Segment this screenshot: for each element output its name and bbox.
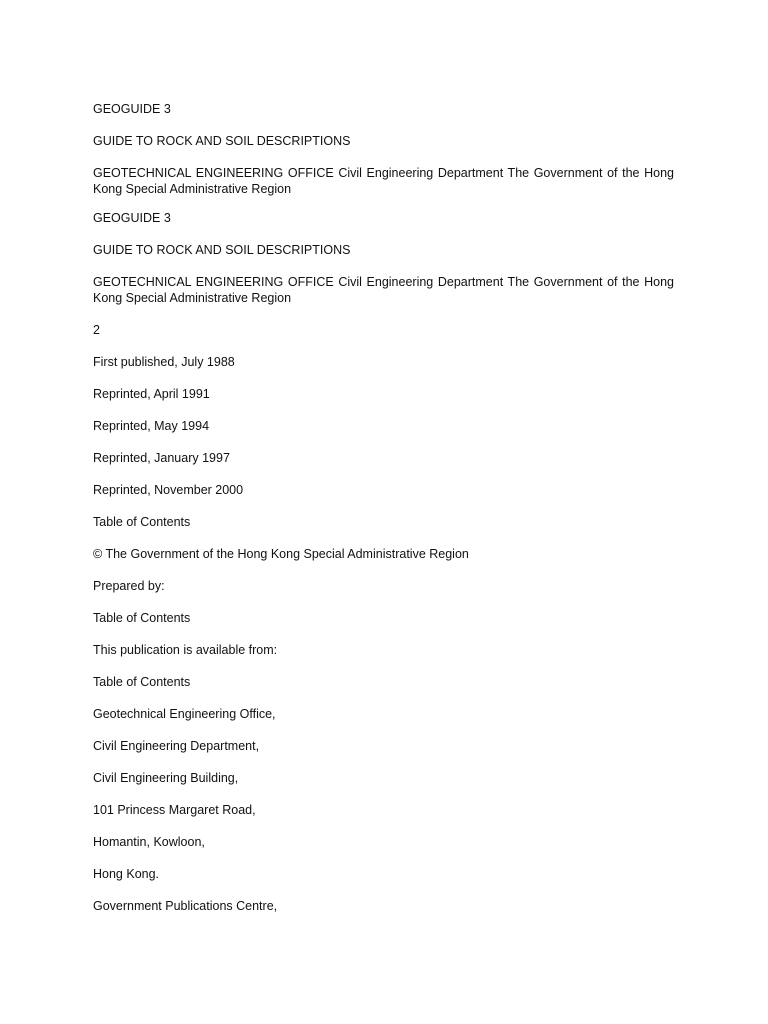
prepared-by-label: Prepared by:	[93, 579, 165, 593]
reprint-line: Reprinted, January 1997	[93, 451, 230, 465]
doc-title: GEOGUIDE 3	[93, 102, 171, 116]
address-line: Hong Kong.	[93, 867, 160, 881]
reprint-line: Reprinted, November 2000	[93, 483, 244, 497]
address-line: Civil Engineering Building,	[93, 771, 239, 785]
doc-subtitle-repeat: GUIDE TO ROCK AND SOIL DESCRIPTIONS	[93, 243, 351, 257]
doc-publisher-repeat: GEOTECHNICAL ENGINEERING OFFICE Civil Engineering Department The Government of the Hong Kong Special Administrative Region	[93, 275, 674, 305]
doc-title-repeat: GEOGUIDE 3	[93, 211, 171, 225]
reprint-line: Reprinted, April 1991	[93, 387, 210, 401]
table-of-contents-label: Table of Contents	[93, 515, 191, 529]
doc-publisher: GEOTECHNICAL ENGINEERING OFFICE Civil Engineering Department The Government of the Hong Kong Special Administrative Region	[93, 166, 674, 196]
address-line: Geotechnical Engineering Office,	[93, 707, 276, 721]
reprint-line: Reprinted, May 1994	[93, 419, 210, 433]
document-page	[93, 101, 674, 914]
address-line: Civil Engineering Department,	[93, 739, 260, 753]
table-of-contents-label: Table of Contents	[93, 611, 191, 625]
copyright-notice: © The Government of the Hong Kong Special Administrative Region	[93, 547, 469, 561]
table-of-contents-label: Table of Contents	[93, 675, 191, 689]
address-line: 101 Princess Margaret Road,	[93, 803, 256, 817]
doc-subtitle: GUIDE TO ROCK AND SOIL DESCRIPTIONS	[93, 134, 351, 148]
address-line: Government Publications Centre,	[93, 899, 278, 913]
address-line: Homantin, Kowloon,	[93, 835, 205, 849]
page-number: 2	[93, 323, 100, 337]
availability-label: This publication is available from:	[93, 643, 278, 657]
first-published: First published, July 1988	[93, 355, 235, 369]
